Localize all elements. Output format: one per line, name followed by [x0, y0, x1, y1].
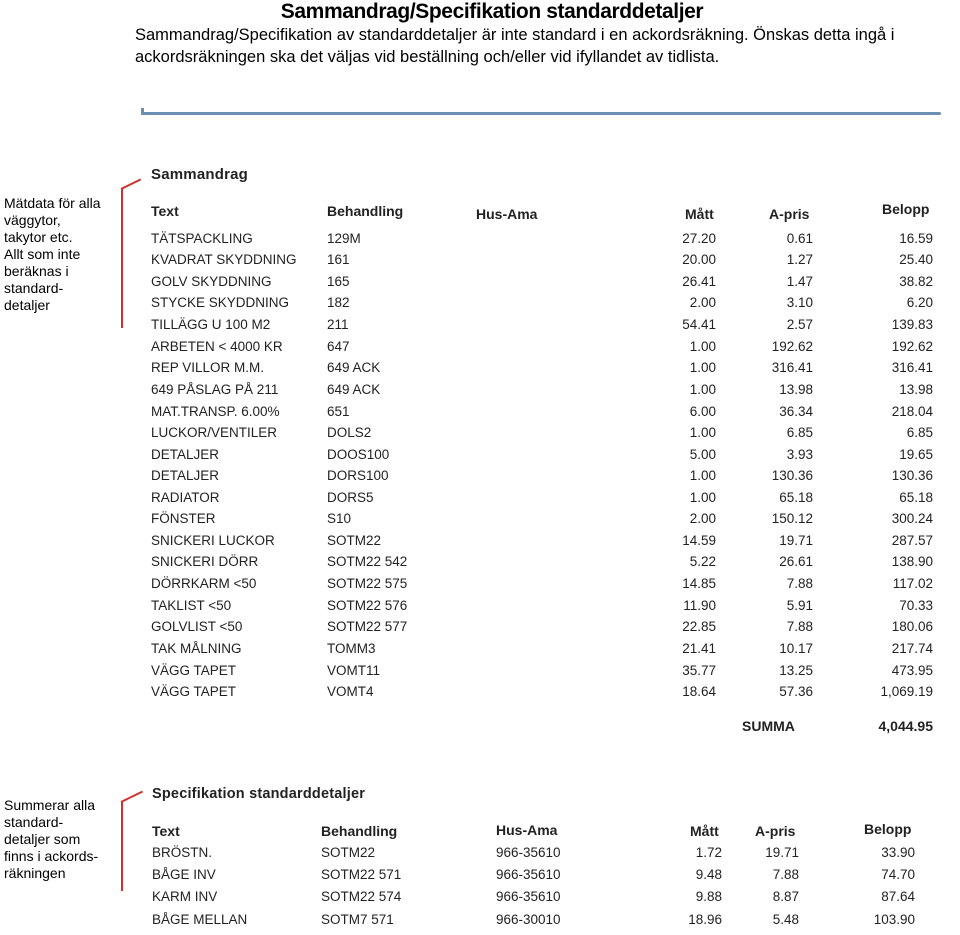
cell-matt: 26.41: [682, 274, 716, 289]
cell-belopp: 217.74: [891, 641, 933, 656]
cell-belopp: 180.06: [891, 619, 933, 634]
cell-text: GOLVLIST <50: [151, 619, 243, 634]
cell-apris: 192.62: [771, 339, 813, 354]
table-row: [0, 404, 960, 425]
table-row: [0, 447, 960, 468]
cell-belopp: 6.20: [906, 295, 933, 310]
cell-belopp: 16.59: [899, 231, 933, 246]
cell-text: BÅGE INV: [152, 867, 216, 882]
cell-behandling: DORS5: [327, 490, 374, 505]
table-row: [0, 490, 960, 511]
cell-behandling: 161: [327, 252, 350, 267]
note-line: takytor etc.: [4, 229, 73, 245]
cell-husama: 966-35610: [496, 845, 561, 860]
cell-text: DÖRRKARM <50: [151, 576, 257, 591]
cell-belopp: 13.98: [899, 382, 933, 397]
cell-belopp: 65.18: [899, 490, 933, 505]
cell-text: DETALJER: [151, 468, 220, 483]
cell-behandling: 649 ACK: [327, 360, 381, 375]
cell-behandling: TOMM3: [327, 641, 376, 656]
cell-behandling: SOTM22 571: [321, 867, 402, 882]
intro-line: Sammandrag/Specifikation av standarddetaljer är inte standard i en ackordsräkning. Önskas detta ingå i: [135, 26, 895, 44]
cell-behandling: 651: [327, 404, 350, 419]
col-header-belopp: Belopp: [864, 821, 912, 837]
cell-text: KVADRAT SKYDDNING: [151, 252, 297, 267]
cell-behandling: DOOS100: [327, 447, 390, 462]
note-line: finns i ackords-: [4, 848, 99, 864]
table-row: [0, 641, 960, 662]
cell-apris: 130.36: [771, 468, 813, 483]
col-header-behandling: Behandling: [327, 203, 404, 219]
page-title: Sammandrag/Specifikation standarddetaljer: [280, 0, 704, 23]
cell-apris: 19.71: [779, 533, 813, 548]
cell-apris: 57.36: [779, 684, 813, 699]
cell-apris: 7.88: [772, 867, 799, 882]
cell-matt: 14.85: [682, 576, 716, 591]
cell-apris: 5.91: [786, 598, 813, 613]
cell-apris: 10.17: [779, 641, 813, 656]
cell-text: TAKLIST <50: [151, 598, 232, 613]
cell-apris: 2.57: [786, 317, 813, 332]
cell-belopp: 300.24: [891, 511, 933, 526]
cell-text: ARBETEN < 4000 KR: [151, 339, 283, 354]
col-header-matt: Mått: [690, 823, 719, 839]
cell-belopp: 87.64: [881, 889, 915, 904]
cell-text: BRÖSTN.: [152, 845, 213, 860]
spec-heading: Specifikation standarddetaljer: [152, 786, 366, 802]
table-row: [0, 511, 960, 532]
table-row: [0, 533, 960, 554]
cell-matt: 27.20: [682, 231, 716, 246]
table-row: [0, 317, 960, 338]
col-header-husama: Hus-Ama: [496, 822, 558, 838]
note-line: detaljer som: [4, 831, 81, 847]
cell-husama: 966-30010: [496, 912, 561, 927]
cell-apris: 13.98: [779, 382, 813, 397]
cell-text: REP VILLOR M.M.: [151, 360, 265, 375]
cell-belopp: 33.90: [881, 845, 915, 860]
cell-belopp: 287.57: [891, 533, 933, 548]
cell-matt: 18.96: [688, 912, 722, 927]
cell-apris: 36.34: [779, 404, 813, 419]
cell-belopp: 38.82: [899, 274, 933, 289]
cell-text: TÄTSPACKLING: [151, 231, 253, 246]
cell-belopp: 74.70: [881, 867, 915, 882]
table-row: [0, 619, 960, 640]
col-header-matt: Mått: [685, 206, 714, 222]
cell-matt: 18.64: [682, 684, 716, 699]
cell-text: LUCKOR/VENTILER: [151, 425, 278, 440]
cell-behandling: VOMT11: [327, 663, 381, 678]
cell-matt: 22.85: [682, 619, 716, 634]
cell-belopp: 19.65: [899, 447, 933, 462]
cell-text: MAT.TRANSP. 6.00%: [151, 404, 280, 419]
cell-apris: 7.88: [786, 619, 813, 634]
table-row: [0, 252, 960, 273]
cell-belopp: 1,069.19: [880, 684, 933, 699]
cell-belopp: 103.90: [873, 912, 915, 927]
divider-line: [143, 112, 941, 115]
cell-behandling: DOLS2: [327, 425, 372, 440]
table-row: [0, 554, 960, 575]
cell-text: SNICKERI LUCKOR: [151, 533, 275, 548]
table-row: [0, 598, 960, 619]
cell-behandling: SOTM22 575: [327, 576, 408, 591]
summa-value: 4,044.95: [878, 718, 933, 734]
cell-behandling: 129M: [327, 231, 361, 246]
cell-behandling: SOTM7 571: [321, 912, 394, 927]
cell-matt: 9.48: [695, 867, 722, 882]
cell-matt: 2.00: [689, 511, 716, 526]
cell-belopp: 138.90: [891, 554, 933, 569]
cell-text: DETALJER: [151, 447, 220, 462]
col-header-text: Text: [151, 203, 179, 219]
cell-belopp: 25.40: [899, 252, 933, 267]
cell-apris: 1.47: [786, 274, 813, 289]
col-header-text: Text: [152, 823, 180, 839]
cell-behandling: SOTM22 577: [327, 619, 408, 634]
table-row: [0, 663, 960, 684]
cell-matt: 5.00: [689, 447, 716, 462]
cell-matt: 1.00: [689, 360, 716, 375]
table-row: [0, 889, 960, 910]
cell-behandling: VOMT4: [327, 684, 374, 699]
cell-matt: 1.72: [695, 845, 722, 860]
cell-matt: 6.00: [689, 404, 716, 419]
table-row: [0, 339, 960, 360]
cell-husama: 966-35610: [496, 867, 561, 882]
cell-belopp: 117.02: [892, 576, 933, 591]
cell-apris: 0.61: [786, 231, 813, 246]
cell-text: GOLV SKYDDNING: [151, 274, 272, 289]
note-line: väggytor,: [4, 212, 61, 228]
cell-behandling: SOTM22: [327, 533, 382, 548]
col-header-belopp: Belopp: [882, 201, 930, 217]
cell-text: RADIATOR: [151, 490, 220, 505]
cell-behandling: 165: [327, 274, 350, 289]
cell-behandling: 647: [327, 339, 350, 354]
cell-matt: 1.00: [689, 468, 716, 483]
col-header-apris: A-pris: [769, 206, 810, 222]
table-row: [0, 382, 960, 403]
cell-apris: 6.85: [786, 425, 813, 440]
cell-belopp: 70.33: [899, 598, 933, 613]
cell-belopp: 130.36: [891, 468, 933, 483]
summary-heading: Sammandrag: [151, 166, 249, 183]
note-line: standard-: [4, 280, 64, 296]
cell-matt: 9.88: [695, 889, 722, 904]
cell-apris: 65.18: [779, 490, 813, 505]
table-row: [0, 912, 960, 933]
cell-matt: 20.00: [682, 252, 716, 267]
cell-belopp: 473.95: [891, 663, 933, 678]
cell-behandling: DORS100: [327, 468, 389, 483]
cell-text: SNICKERI DÖRR: [151, 554, 259, 569]
cell-matt: 2.00: [689, 295, 716, 310]
note-line: beräknas i: [4, 263, 69, 279]
cell-matt: 21.41: [682, 641, 716, 656]
cell-behandling: 182: [327, 295, 350, 310]
cell-belopp: 192.62: [891, 339, 933, 354]
cell-behandling: SOTM22: [321, 845, 376, 860]
table-row: [0, 845, 960, 866]
table-row: [0, 231, 960, 252]
cell-behandling: SOTM22 574: [321, 889, 402, 904]
cell-matt: 11.90: [683, 598, 716, 613]
summa-label: SUMMA: [742, 718, 795, 734]
note-line: standard-: [4, 814, 64, 830]
table-row: [0, 425, 960, 446]
cell-matt: 54.41: [682, 317, 716, 332]
col-header-behandling: Behandling: [321, 823, 398, 839]
cell-apris: 8.87: [772, 889, 799, 904]
cell-belopp: 218.04: [891, 404, 933, 419]
spec-bracket-tick: [121, 791, 143, 803]
cell-belopp: 316.41: [891, 360, 933, 375]
note-line: Summerar alla: [4, 797, 96, 813]
cell-text: 649 PÅSLAG PÅ 211: [151, 382, 279, 397]
table-row: [0, 468, 960, 489]
cell-matt: 14.59: [682, 533, 716, 548]
cell-apris: 13.25: [779, 663, 813, 678]
cell-text: VÄGG TAPET: [151, 663, 237, 678]
cell-apris: 3.10: [786, 295, 813, 310]
col-header-apris: A-pris: [755, 823, 796, 839]
cell-belopp: 6.85: [906, 425, 933, 440]
cell-matt: 35.77: [682, 663, 716, 678]
cell-apris: 150.12: [771, 511, 813, 526]
cell-behandling: 211: [327, 317, 349, 332]
cell-apris: 3.93: [786, 447, 813, 462]
cell-text: BÅGE MELLAN: [152, 912, 248, 927]
cell-text: KARM INV: [152, 889, 218, 904]
cell-behandling: 649 ACK: [327, 382, 381, 397]
cell-matt: 1.00: [689, 425, 716, 440]
cell-behandling: SOTM22 576: [327, 598, 408, 613]
intro-line: ackordsräkningen ska det väljas vid beställning och/eller vid ifyllandet av tidlista.: [135, 48, 720, 66]
col-header-husama: Hus-Ama: [476, 206, 538, 222]
cell-matt: 1.00: [689, 382, 716, 397]
cell-text: STYCKE SKYDDNING: [151, 295, 290, 310]
cell-apris: 26.61: [779, 554, 813, 569]
cell-behandling: S10: [327, 511, 352, 526]
cell-apris: 5.48: [772, 912, 799, 927]
summary-bracket-tick: [121, 178, 142, 189]
note-line: Allt som inte: [4, 246, 81, 262]
cell-behandling: SOTM22 542: [327, 554, 408, 569]
cell-belopp: 139.83: [891, 317, 933, 332]
table-row: [0, 576, 960, 597]
cell-apris: 316.41: [771, 360, 813, 375]
table-row: [0, 360, 960, 381]
cell-husama: 966-35610: [496, 889, 561, 904]
cell-matt: 1.00: [689, 339, 716, 354]
cell-apris: 1.27: [786, 252, 813, 267]
table-row: [0, 274, 960, 295]
cell-text: TILLÄGG U 100 M2: [151, 317, 271, 332]
table-row: [0, 684, 960, 705]
table-row: [0, 295, 960, 316]
cell-text: FÖNSTER: [151, 511, 216, 526]
cell-apris: 7.88: [786, 576, 813, 591]
cell-matt: 1.00: [689, 490, 716, 505]
note-line: räkningen: [4, 865, 66, 881]
table-row: [0, 867, 960, 888]
cell-text: TAK MÅLNING: [151, 641, 242, 656]
cell-apris: 19.71: [765, 845, 799, 860]
cell-matt: 5.22: [689, 554, 716, 569]
cell-text: VÄGG TAPET: [151, 684, 237, 699]
note-line: detaljer: [4, 297, 50, 313]
note-line: Mätdata för alla: [4, 195, 101, 211]
intro-paragraph: [135, 24, 960, 68]
